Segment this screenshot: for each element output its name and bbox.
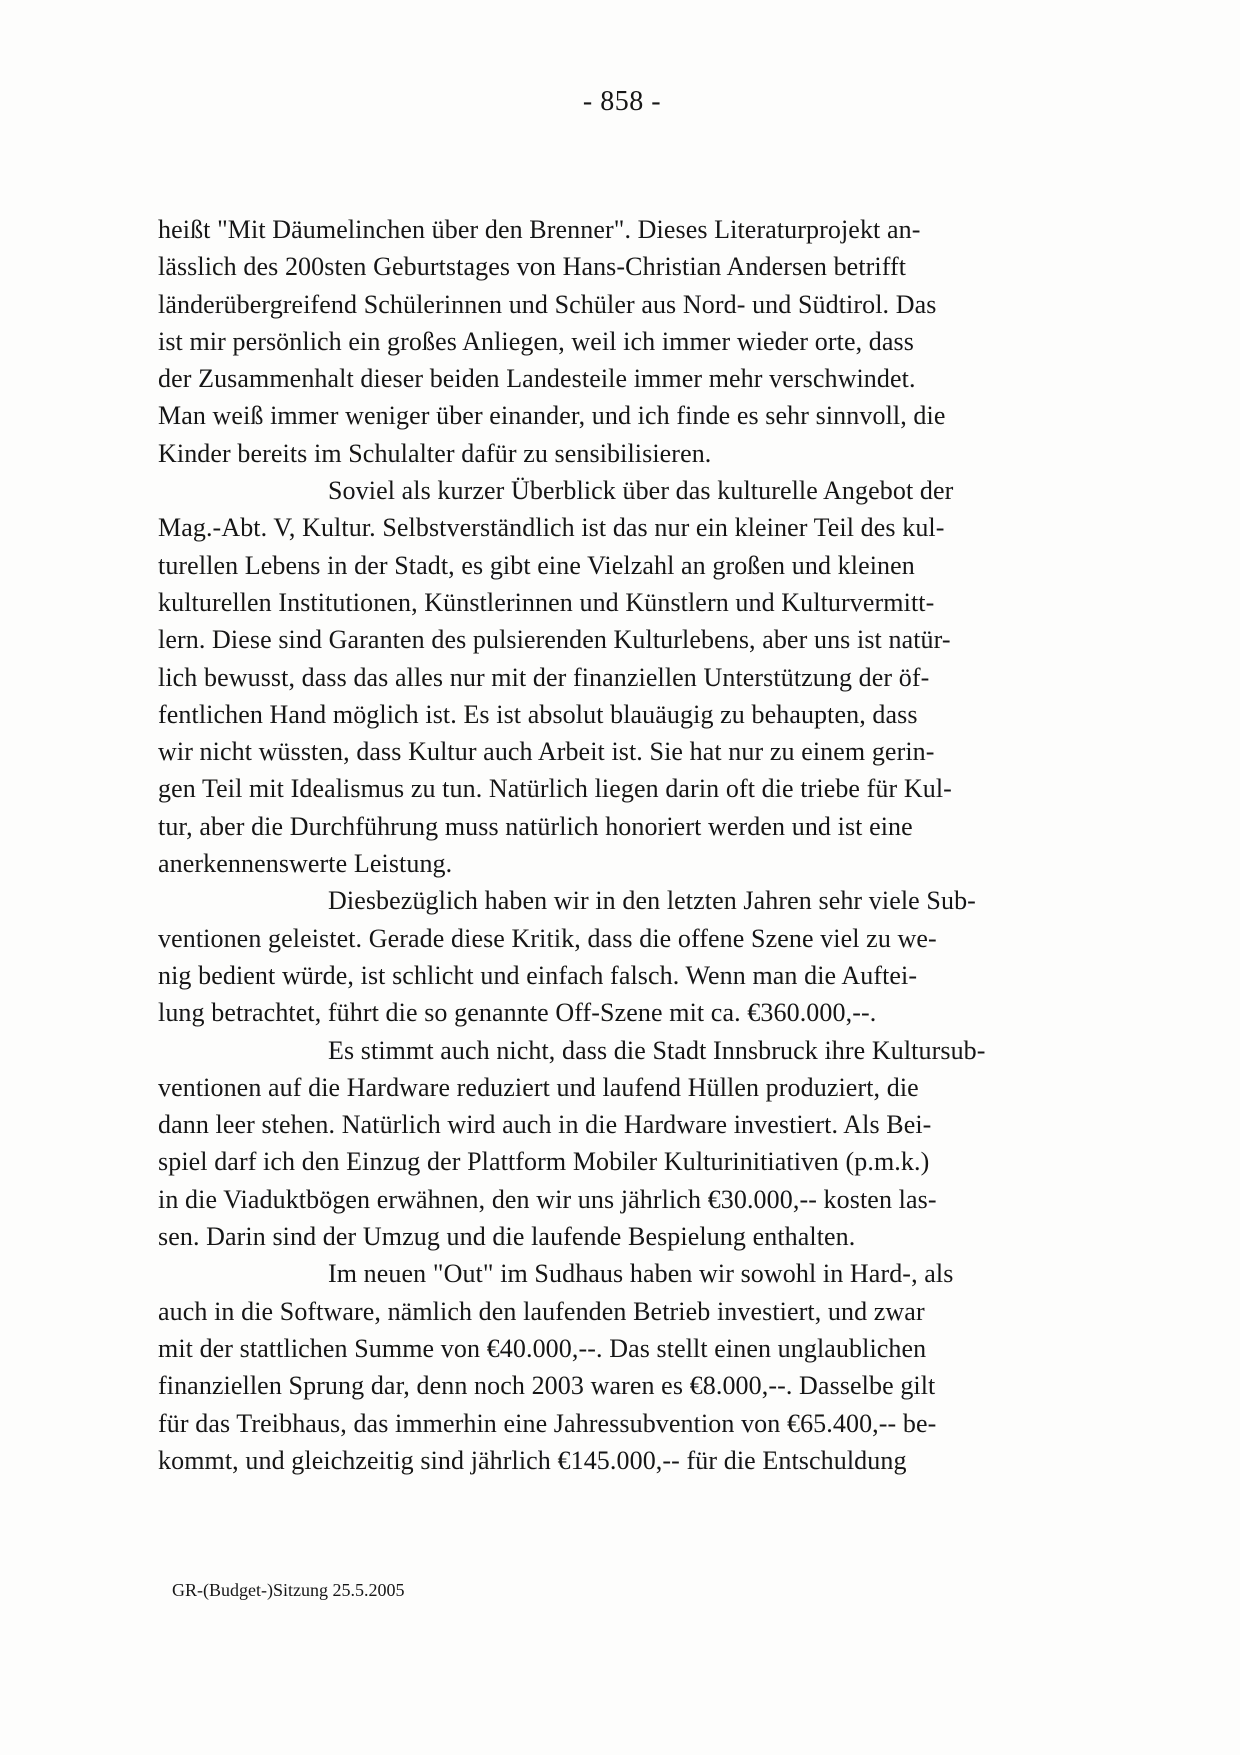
text-line: ist mir persönlich ein großes Anliegen, weil ich immer wieder orte, dass (158, 326, 914, 356)
document-body (158, 211, 1098, 1479)
text-line: Soviel als kurzer Überblick über das kulturelle Angebot der (328, 476, 954, 506)
text-line: tur, aber die Durchführung muss natürlich honoriert werden und ist eine (158, 811, 913, 841)
text-line: turellen Lebens in der Stadt, es gibt eine Vielzahl an großen und kleinen (158, 550, 915, 580)
text-line: mit der stattlichen Summe von €40.000,--. Das stellt einen unglaublichen (158, 1333, 927, 1363)
text-line: spiel darf ich den Einzug der Plattform Mobiler Kulturinitiativen (p.m.k.) (158, 1147, 930, 1177)
text-line: Man weiß immer weniger über einander, und ich finde es sehr sinnvoll, die (158, 401, 946, 431)
text-line: lässlich des 200sten Geburtstages von Hans-Christian Andersen betrifft (158, 252, 907, 282)
text-line: dann leer stehen. Natürlich wird auch in die Hardware investiert. Als Bei- (158, 1110, 932, 1140)
text-line: der Zusammenhalt dieser beiden Landesteile immer mehr verschwindet. (158, 364, 916, 394)
footer-session-label: GR-(Budget-)Sitzung 25.5.2005 (172, 1580, 405, 1600)
text-line: ventionen geleistet. Gerade diese Kritik, dass die offene Szene viel zu we- (158, 923, 937, 953)
text-line: ventionen auf die Hardware reduziert und laufend Hüllen produziert, die (158, 1072, 919, 1102)
page-number: - 858 - (582, 86, 662, 117)
text-line: fentlichen Hand möglich ist. Es ist absolut blauäugig zu behaupten, dass (158, 699, 918, 729)
text-line: lern. Diese sind Garanten des pulsierenden Kulturlebens, aber uns ist natür- (158, 625, 951, 655)
text-line: Es stimmt auch nicht, dass die Stadt Innsbruck ihre Kultursub- (328, 1035, 986, 1065)
text-line: heißt "Mit Däumelinchen über den Brenner". Dieses Literaturprojekt an- (158, 215, 921, 244)
text-line: Diesbezüglich haben wir in den letzten Jahren sehr viele Sub- (328, 886, 976, 916)
text-line: für das Treibhaus, das immerhin eine Jahressubvention von €65.400,-- be- (158, 1408, 937, 1438)
text-line: Im neuen "Out" im Sudhaus haben wir sowohl in Hard-, als (328, 1259, 954, 1289)
text-line: sen. Darin sind der Umzug und die laufende Bespielung enthalten. (158, 1222, 856, 1252)
text-line: auch in die Software, nämlich den laufenden Betrieb investiert, und zwar (158, 1296, 925, 1326)
text-line: lung betrachtet, führt die so genannte Off-Szene mit ca. €360.000,--. (158, 998, 877, 1028)
text-line: wir nicht wüssten, dass Kultur auch Arbeit ist. Sie hat nur zu einem gerin- (158, 737, 935, 767)
text-line: Kinder bereits im Schulalter dafür zu sensibilisieren. (158, 438, 712, 468)
text-line: kulturellen Institutionen, Künstlerinnen und Künstlern und Kulturvermitt- (158, 587, 935, 617)
text-line: gen Teil mit Idealismus zu tun. Natürlich liegen darin oft die triebe für Kul- (158, 774, 952, 804)
text-line: finanziellen Sprung dar, denn noch 2003 waren es €8.000,--. Dasselbe gilt (158, 1371, 936, 1401)
text-line: lich bewusst, dass das alles nur mit der finanziellen Unterstützung der öf- (158, 662, 930, 692)
text-line: nig bedient würde, ist schlicht und einfach falsch. Wenn man die Auftei- (158, 960, 918, 990)
text-line: Mag.-Abt. V, Kultur. Selbstverständlich ist das nur ein kleiner Teil des kul- (158, 513, 945, 543)
text-line: in die Viaduktbögen erwähnen, den wir uns jährlich €30.000,-- kosten las- (158, 1184, 937, 1214)
text-line: anerkennenswerte Leistung. (158, 849, 453, 879)
text-line: länderübergreifend Schülerinnen und Schüler aus Nord- und Südtirol. Das (158, 289, 937, 319)
text-line: kommt, und gleichzeitig sind jährlich €145.000,-- für die Entschuldung (158, 1445, 907, 1475)
